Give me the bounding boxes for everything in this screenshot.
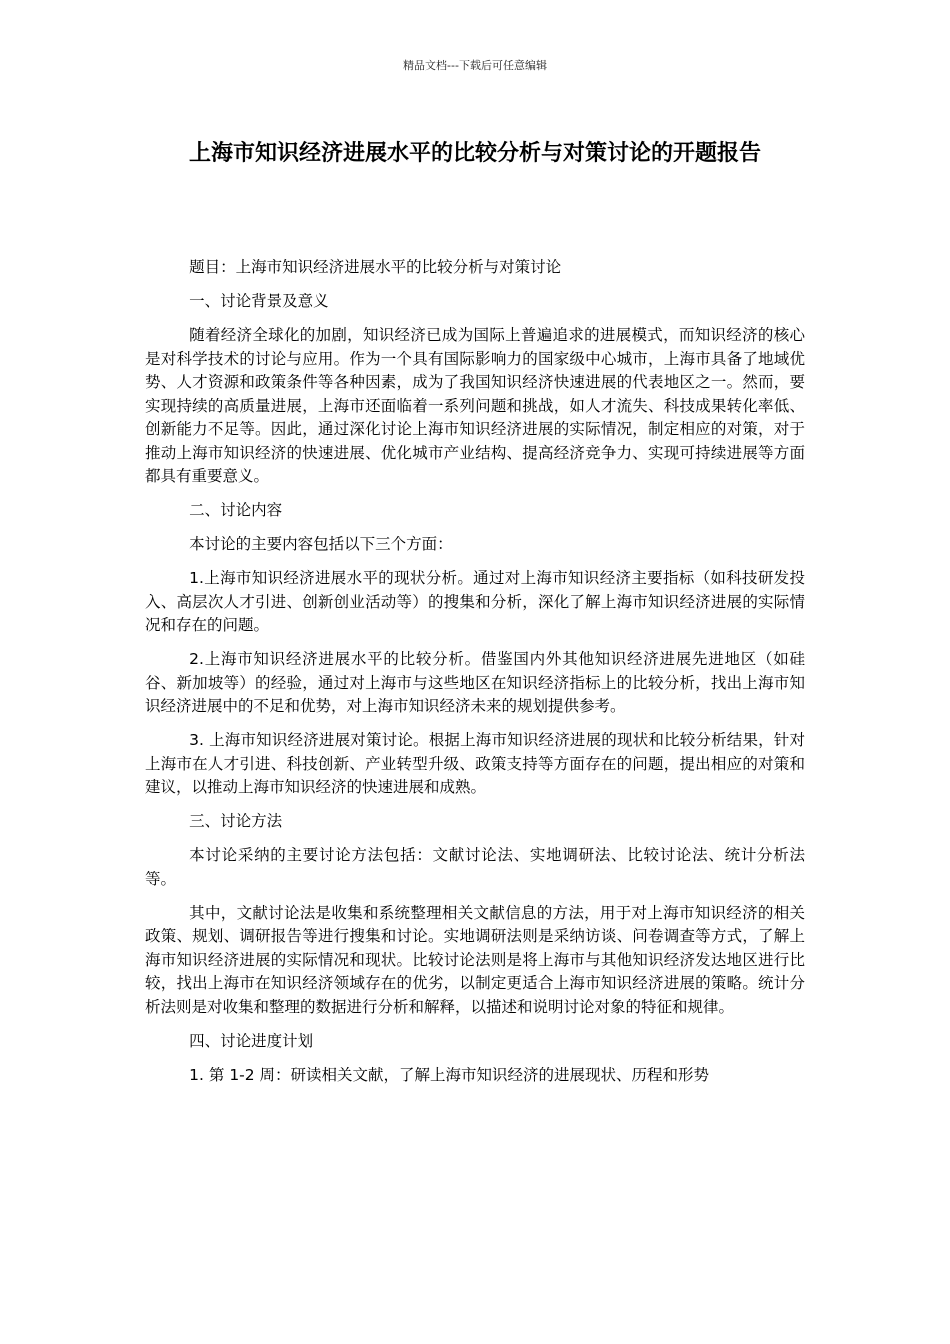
paragraph-background: 随着经济全球化的加剧，知识经济已成为国际上普遍追求的进展模式，而知识经济的核心是对科学技术的讨论与应用。作为一个具有国际影响力的国家级中心城市，上海市具备了地域优势、人才资源和政策条件等各种因素，成为了我国知识经济快速进展的代表地区之一。然而，要实现持续的高质量进展，上海市还面临着一系列问题和挑战，如人才流失、科技成果转化率低、创新能力不足等。因此，通过深化讨论上海市知识经济进展的实际情况，制定相应的对策，对于推动上海市知识经济的快速进展、优化城市产业结构、提高经济竞争力、实现可持续进展等方面都具有重要意义。 (145, 326, 805, 485)
paragraph-content-intro: 本讨论的主要内容包括以下三个方面： (189, 535, 453, 553)
list-item-status-analysis: 1.上海市知识经济进展水平的现状分析。通过对上海市知识经济主要指标（如科技研发投入、高层次人才引进、创新创业活动等）的搜集和分析，深化了解上海市知识经济进展的实际情况和存在的问题。 (145, 569, 805, 634)
section-heading-content: 二、讨论内容 (189, 501, 283, 519)
document-title: 上海市知识经济进展水平的比较分析与对策讨论的开题报告 (188, 141, 761, 166)
list-item-comparative-analysis: 2.上海市知识经济进展水平的比较分析。借鉴国内外其他知识经济进展先进地区（如硅谷、新加坡等）的经验，通过对上海市与这些地区在知识经济指标上的比较分析，找出上海市知识经济进展中的不足和优势，对上海市知识经济未来的规划提供参考。 (145, 650, 805, 715)
list-item-countermeasures: 3. 上海市知识经济进展对策讨论。根据上海市知识经济进展的现状和比较分析结果，针对上海市在人才引进、科技创新、产业转型升级、政策支持等方面存在的问题，提出相应的对策和建议，以推动上海市知识经济的快速进展和成熟。 (145, 731, 805, 796)
paragraph-methods-summary: 本讨论采纳的主要讨论方法包括：文献讨论法、实地调研法、比较讨论法、统计分析法等。 (145, 846, 805, 888)
section-heading-background: 一、讨论背景及意义 (189, 292, 329, 310)
topic-line: 题目：上海市知识经济进展水平的比较分析与对策讨论 (189, 258, 562, 276)
list-item-schedule-week-1-2: 1. 第 1-2 周：研读相关文献，了解上海市知识经济的进展现状、历程和形势 (189, 1065, 710, 1084)
document-body (145, 256, 805, 1098)
paragraph-methods-detail: 其中，文献讨论法是收集和系统整理相关文献信息的方法，用于对上海市知识经济的相关政策、规划、调研报告等进行搜集和讨论。实地调研法则是采纳访谈、问卷调查等方式，了解上海市知识经济进展的实际情况和现状。比较讨论法则是将上海市与其他知识经济发达地区进行比较，找出上海市在知识经济领域存在的优劣，以制定更适合上海市知识经济进展的策略。统计分析法则是对收集和整理的数据进行分析和解释，以描述和说明讨论对象的特征和规律。 (145, 903, 805, 1016)
page-header: 精品文档---下载后可任意编辑 (403, 59, 547, 72)
section-heading-schedule: 四、讨论进度计划 (189, 1031, 314, 1050)
section-heading-methods: 三、讨论方法 (189, 812, 283, 830)
